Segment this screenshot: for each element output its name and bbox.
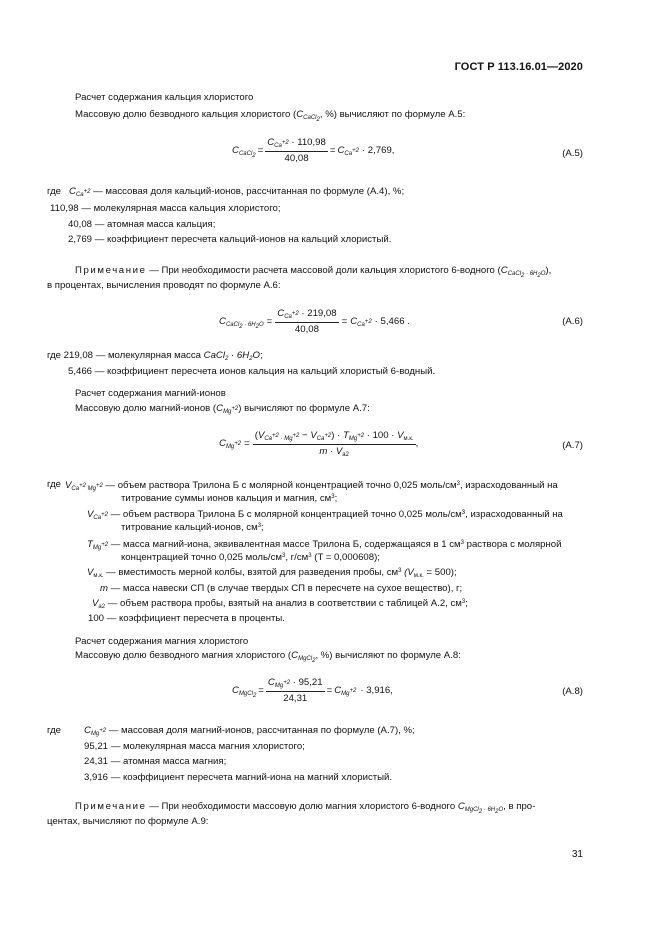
section-heading-magnesium-ions: Расчет содержания магний-ионов [75, 388, 226, 399]
formula-a6: $C_{CaCl_2 \cdot 6H_2O}$ = $\frac{C_{Ca^{+2}} \cdot 219,08}{40,08}$ = $C_{Ca^{+2}}$ · 5,466 . [219, 308, 410, 335]
note-2-line-2: центах, вычисляют по формуле А.9: [47, 816, 209, 827]
formula-a8: $C_{MgCl_2}$ = $\frac{C_{Mg^{+2}} \cdot 95,21}{24,31}$ = $C_{Mg^{+2}}$ · 3,916, [232, 677, 393, 704]
definition-row: 110,98 — молекулярная масса кальция хлористого; [50, 203, 281, 214]
definition-row: $V_{Ca^{+2} Mg^{+2}}$ — объем раствора Трилона Б с молярной концентрацией точно 0,025 моль/$см^3$, израсходованный на титрование суммы ионов кальция и магния, $см^3$; [65, 480, 558, 505]
definition-row: $T_{Mg^{+2}}$ — масса магний-иона, эквивалентная массе Трилона Б, содержащаяся в 1 $см^3$ раствора с молярной концентрацией точно 0,025 моль/$см^3$, $г/см^3$ (T = 0,000608); [87, 539, 562, 564]
definition-row: $C_{Ca^{+2}}$ — массовая доля кальций-ионов, рассчитанная по формуле (А.4), %; [69, 186, 405, 198]
definition-row: где 219,08 — молекулярная масса CaCl$_2$ · $6H_2O$; [47, 350, 263, 362]
definition-row: m — масса навески СП (в случае твердых СП в пересчете на сухое вещество), г; [100, 583, 463, 594]
calcium-chloride-intro: Массовую долю безводного кальция хлористого ($C_{CaCl_2}$, %) вычисляют по формуле А.5: [75, 109, 466, 123]
document-header: ГОСТ Р 113.16.01—2020 [454, 61, 583, 73]
where-label: где [47, 186, 62, 197]
definition-row: 95,21 — молекулярная масса магния хлористого; [84, 741, 305, 752]
section-heading-magnesium-chloride: Расчет содержания магния хлористого [75, 636, 249, 647]
equation-number-a5: (А.5) [562, 148, 583, 159]
page-number: 31 [571, 849, 583, 860]
magnesium-ions-intro: Массовую долю магний-ионов $(C_{Mg^{+2}})$ вычисляют по формуле А.7: [75, 403, 370, 415]
equation-number-a8: (А.8) [562, 686, 583, 697]
note-1: Примечание — При необходимости расчета массовой доли кальция хлористого 6-водного $(C_{CaCl_2 \cdot 6H_2O})$, [75, 265, 552, 279]
equation-number-a6: (А.6) [562, 316, 583, 327]
definition-row: 100 — коэффициент пересчета в проценты. [88, 613, 285, 624]
note-2: Примечание — При необходимости массовую долю магния хлористого 6-водного $C_{MgCl_2 \cdot 6H_2O}$, в про- [75, 801, 536, 815]
definition-row: $V_{м.к.}$ — вместимость мерной колбы, взятой для разведения пробы, $см^3$ $(V_{м.к.} = 500)$; [87, 567, 457, 579]
note-1-line-2: в процентах, вычисления проводят по формуле А.6: [47, 280, 281, 291]
definition-row: $V_{Ca^{+2}}$ — объем раствора Трилона Б с молярной концентрацией точно 0,025 моль/$см^3$, израсходованный на титрование кальций-ионов, $см^3$; [87, 509, 563, 534]
definition-row: 24,31 — атомная масса магния; [84, 756, 227, 767]
where-label: где [47, 479, 62, 490]
definition-row: 5,466 — коэффициент пересчета ионов кальция на кальций хлористый 6-водный. [68, 366, 436, 377]
equation-number-a7: (А.7) [562, 440, 583, 451]
formula-a5: $C_{CaCl_2}$ = $\frac{C_{Ca^{+2}} \cdot 110,98}{40,08}$ = $C_{Ca^{+2}}$ · 2,769, [232, 137, 395, 164]
definition-row: $C_{Mg^{+2}}$ — массовая доля магний-ионов, рассчитанная по формуле (А.7), %; [84, 725, 415, 737]
formula-a7: $C_{Mg^{+2}}$ = $\frac{(V_{Ca^{+2} \cdot Mg^{+2}} - V_{Ca^{+2}}) \cdot T_{Mg^{+2}} \cdot 100 \cdot V_{м.к.}}{m \cdot V_{a2}}$ , [219, 430, 419, 458]
definition-row: $V_{a2}$ — объем раствора пробы, взятый на анализ в соответствии с таблицей А.2, $см^3$; [92, 598, 468, 610]
section-heading-calcium-chloride: Расчет содержания кальция хлористого [75, 92, 254, 103]
definition-row: 2,769 — коэффициент пересчета кальций-ионов на кальций хлористый. [68, 234, 392, 245]
definition-row: 3,916 — коэффициент пересчета магний-иона на магний хлористый. [84, 772, 393, 783]
definition-row: 40,08 — атомная масса кальция; [68, 219, 216, 230]
where-label: где [47, 725, 62, 736]
magnesium-chloride-intro: Массовую долю безводного магния хлористого ($C_{MgCl_2}$, %) вычисляют по формуле А.8: [75, 650, 461, 664]
